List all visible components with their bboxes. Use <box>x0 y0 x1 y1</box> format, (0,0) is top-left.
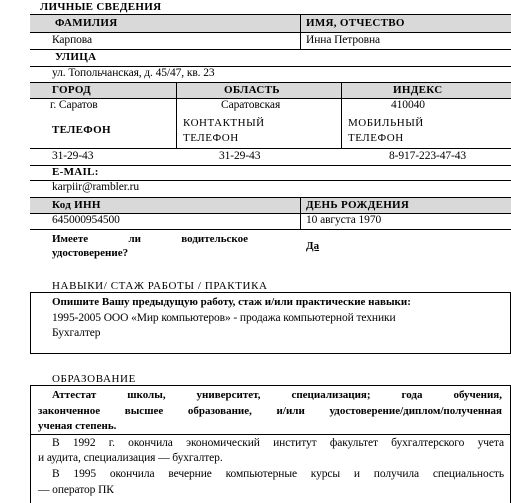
phone-value: 31-29-43 <box>52 150 94 162</box>
surname-label: ФАМИЛИЯ <box>55 17 118 29</box>
region-label: ОБЛАСТЬ <box>224 84 280 96</box>
street-label: УЛИЦА <box>55 51 97 63</box>
contact-phone-label-2: ТЕЛЕФОН <box>183 132 239 144</box>
name-label: ИМЯ, ОТЧЕСТВО <box>306 17 405 29</box>
education-p1-line1: В 1992 г. окончила экономический институт факультет бухгалтерского учета <box>52 437 504 449</box>
contact-phone-label: КОНТАКТНЫЙ <box>183 117 265 129</box>
header-row-inn <box>30 198 511 213</box>
phone-label: ТЕЛЕФОН <box>52 124 111 136</box>
inn-value: 645000954500 <box>52 214 120 226</box>
skills-line-1: 1995-2005 ООО «Мир компьютеров» - продажа компьютерной техники <box>52 312 396 324</box>
email-label: E-MAIL: <box>52 166 99 178</box>
divider <box>341 83 342 149</box>
city-value: г. Саратов <box>50 99 98 111</box>
education-prompt-3: ученая степень. <box>38 420 117 432</box>
name-value: Инна Петровна <box>306 34 381 46</box>
divider <box>30 229 511 230</box>
birthday-value: 10 августа 1970 <box>306 214 382 226</box>
divider <box>30 32 511 33</box>
inn-label: Код ИНН <box>52 199 101 211</box>
skills-line-2: Бухгалтер <box>52 327 101 339</box>
education-prompt-1: Аттестат школы, университет, специализация; года обучения, <box>52 389 502 401</box>
license-question-2: удостоверение? <box>52 247 129 259</box>
email-value[interactable]: karpiir@rambler.ru <box>52 181 140 193</box>
divider <box>300 198 301 230</box>
divider <box>30 49 511 50</box>
index-label: ИНДЕКС <box>393 84 443 96</box>
city-label: ГОРОД <box>52 84 92 96</box>
region-value: Саратовская <box>221 99 281 111</box>
section-title-personal: ЛИЧНЫЕ СВЕДЕНИЯ <box>40 1 162 13</box>
education-p2-line1: В 1995 окончила вечерние компьютерные курсы и получила специальность <box>52 468 504 480</box>
index-value: 410040 <box>391 99 425 111</box>
birthday-label: ДЕНЬ РОЖДЕНИЯ <box>306 199 410 211</box>
skills-prompt: Опишите Вашу предыдущую работу, стаж и/или практические навыки: <box>52 296 411 308</box>
section-title-education: ОБРАЗОВАНИЕ <box>52 373 136 385</box>
education-p1-line2: и аудита, специализация — бухгалтер. <box>38 452 223 464</box>
mobile-label: МОБИЛЬНЫЙ <box>348 117 424 129</box>
section-title-skills: НАВЫКИ/ СТАЖ РАБОТЫ / ПРАКТИКА <box>52 280 268 292</box>
street-value: ул. Топольчанская, д. 45/47, кв. 23 <box>52 67 215 79</box>
divider <box>300 15 301 49</box>
license-question: Имеете ли водительское <box>52 233 248 245</box>
license-answer[interactable]: Да <box>306 240 320 252</box>
mobile-value: 8-917-223-47-43 <box>389 150 467 162</box>
divider <box>30 434 511 435</box>
education-p2-line2: — оператор ПК <box>38 484 114 496</box>
contact-phone-value: 31-29-43 <box>219 150 261 162</box>
mobile-label-2: ТЕЛЕФОН <box>348 132 404 144</box>
divider <box>30 165 511 166</box>
divider <box>176 83 177 149</box>
divider <box>30 148 511 149</box>
education-prompt-2: законченное высшее образование, и/или удостоверение/диплом/полученная <box>38 405 502 417</box>
surname-value: Карпова <box>52 34 92 46</box>
